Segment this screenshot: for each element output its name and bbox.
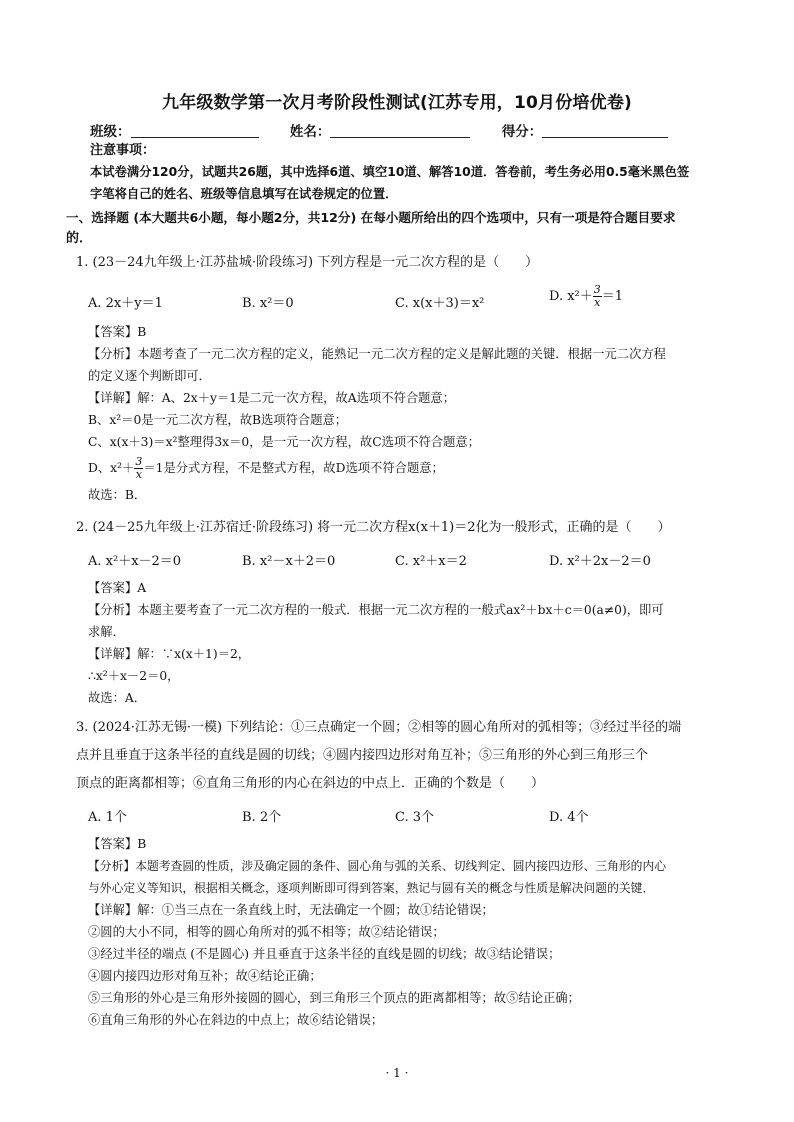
name-label: 姓名： — [289, 124, 331, 140]
q2-analysis-line-2: 求解． — [88, 625, 125, 639]
q3-analysis-line-1: 【分析】本题考查圆的性质，涉及确定圆的条件、圆心角与弧的关系、切线判定、圆内接四边形、三角形的内心 — [88, 859, 667, 873]
q2-detail-line-2: ∴x²＋x－2＝0， — [88, 669, 180, 683]
page-number: · 1 · — [385, 1066, 409, 1080]
notice-heading: 注意事项： — [90, 143, 156, 158]
q1-stem: 1. (23－24九年级上·江苏盐城·阶段练习) 下列方程是一元二次方程的是（ ） — [76, 255, 539, 270]
q3-analysis-line-2: 与外心定义等知识，根据相关概念，逐项判断即可得到答案，熟记与圆有关的概念与性质是解决问题的关键． — [88, 881, 655, 895]
q1-option-b: B. x²＝0 — [242, 296, 294, 311]
score-label: 得分： — [501, 124, 543, 140]
q1-detail-line-4 — [88, 456, 444, 481]
q3-detail-line-1: 【详解】解：①当三点在一条直线上时，无法确定一个圆；故①结论错误； — [88, 903, 494, 917]
section-1-heading: 一、选择题 (本大题共6小题，每小题2分，共12分) 在每小题所给出的四个选项中，只有一项是符合题目要求 — [66, 210, 676, 225]
score-blank[interactable] — [542, 123, 668, 138]
q1-detail-line-1: 【详解】解：A、2x＋y＝1是二元一次方程，故A选项不符合题意； — [88, 391, 456, 405]
q2-analysis-line-1: 【分析】本题主要考查了一元二次方程的一般式．根据一元二次方程的一般式ax²＋bx＋c＝0(a≠0)，即可 — [88, 603, 664, 617]
q1-option-d — [549, 284, 623, 309]
section-1-heading-cont: 的． — [66, 231, 93, 246]
q1-option-d-numerator: 3 — [593, 283, 601, 296]
q3-detail-line-3: ③经过半径的端点 (不是圆心) 并且垂直于这条半径的直线是圆的切线；故③结论错误； — [88, 947, 561, 961]
q1-answer: 【答案】B — [88, 325, 147, 339]
q3-option-a: A. 1个 — [88, 810, 127, 825]
class-label: 班级： — [90, 124, 131, 140]
q3-detail-line-4: ④圆内接四边形对角互补；故④结论正确； — [88, 969, 322, 983]
q2-detail-line-1: 【详解】解：∵x(x＋1)＝2， — [88, 647, 251, 661]
q3-answer: 【答案】B — [88, 837, 147, 851]
q1-option-c: C. x(x＋3)＝x² — [395, 296, 485, 311]
q1-detail4-suffix: ＝1是分式方程，不是整式方程，故D选项不符合题意； — [143, 461, 444, 475]
q1-option-a: A. 2x＋y＝1 — [88, 296, 163, 311]
page-title: 九年级数学第一次月考阶段性测试(江苏专用，10月份培优卷) — [162, 93, 632, 113]
q3-detail-line-2: ②圆的大小不同，相等的圆心角所对的弧不相等；故②结论错误； — [88, 925, 445, 939]
name-blank[interactable] — [330, 123, 470, 138]
q1-option-d-prefix: D. x²＋ — [549, 289, 593, 304]
q2-option-a: A. x²＋x－2＝0 — [88, 554, 182, 569]
class-blank[interactable] — [131, 123, 259, 138]
notice-line-2: 字笔将自己的姓名、班级等信息填写在试卷规定的位置． — [90, 187, 398, 201]
q3-option-d: D. 4个 — [549, 810, 589, 825]
q2-option-d: D. x²＋2x－2＝0 — [549, 554, 651, 569]
q3-stem-line-2: 点并且垂直于这条半径的直线是圆的切线；④圆内接四边形对角互补；⑤三角形的外心到三角形三个 — [76, 748, 649, 763]
q1-analysis-line-1: 【分析】本题考查了一元二次方程的定义，能熟记一元二次方程的定义是解此题的关键．根据一元二次方程 — [88, 347, 666, 361]
q2-option-b: B. x²－x＋2＝0 — [242, 554, 336, 569]
student-info-line — [90, 120, 668, 140]
q1-detail4-numerator: 3 — [135, 455, 143, 468]
q3-detail-line-5: ⑤三角形的外心是三角形外接圆的圆心，到三角形三个顶点的距离都相等；故⑤结论正确； — [88, 991, 580, 1005]
q1-option-d-denominator: x — [594, 296, 601, 309]
notice-line-1: 本试卷满分120分，试题共26题，其中选择6道、填空10道、解答10道．答卷前，考生务必用0.5毫米黑色签 — [90, 165, 690, 179]
q2-stem: 2. (24－25九年级上·江苏宿迁·阶段练习) 将一元二次方程x(x＋1)＝2化为一般形式，正确的是（ ） — [76, 520, 671, 535]
q1-detail-line-2: B、x²＝0是一元二次方程，故B选项符合题意； — [88, 413, 348, 427]
q1-detail4-prefix: D、x²＋ — [88, 461, 135, 475]
q2-conclusion: 故选：A． — [88, 691, 147, 705]
q1-detail4-denominator: x — [135, 468, 142, 481]
q1-option-d-fraction — [593, 284, 602, 309]
q1-conclusion: 故选：B． — [88, 488, 147, 502]
q2-answer: 【答案】A — [88, 581, 147, 595]
q3-stem-line-3: 顶点的距离都相等；⑥直角三角形的内心在斜边的中点上．正确的个数是（ ） — [76, 776, 545, 791]
q3-option-b: B. 2个 — [242, 810, 282, 825]
q3-option-c: C. 3个 — [395, 810, 435, 825]
q1-detail4-fraction — [134, 456, 143, 481]
q3-detail-line-6: ⑥直角三角形的外心在斜边的中点上；故⑥结论错误； — [88, 1013, 384, 1027]
q1-analysis-line-2: 的定义逐个判断即可． — [88, 369, 211, 383]
q1-detail-line-3: C、x(x＋3)＝x²整理得3x＝0，是一元一次方程，故C选项不符合题意； — [88, 435, 480, 449]
q3-stem-line-1: 3. (2024·江苏无锡·一模) 下列结论：①三点确定一个圆；②相等的圆心角所对的弧相等；③经过半径的端 — [76, 720, 682, 735]
q2-option-c: C. x²＋x＝2 — [395, 554, 467, 569]
q1-option-d-suffix: ＝1 — [601, 289, 624, 304]
